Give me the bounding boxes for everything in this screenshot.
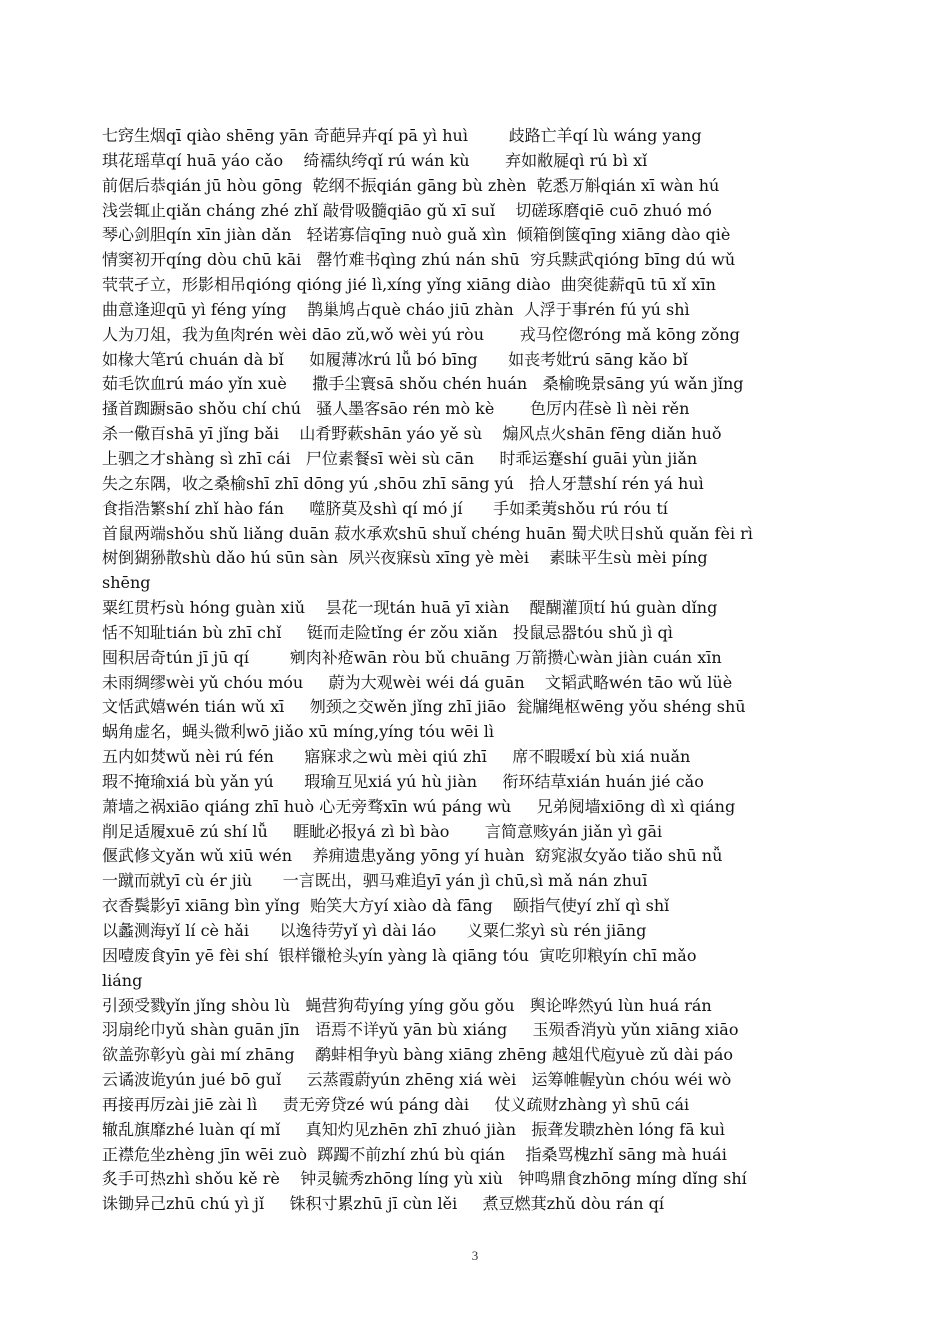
text-line: 浅尝辄止qiǎn cháng zhé zhǐ 敲骨吸髓qiāo gǔ xī suǐ 切磋琢磨qiē cuō zhuó mó — [102, 200, 712, 220]
text-line: 瑕不掩瑜xiá bù yǎn yú 瑕瑜互见xiá yú hù jiàn 衔环结草xián huán jié cǎo — [102, 771, 704, 791]
text-line: 粟红贯朽sù hóng guàn xiǔ 昙花一现tán huā yī xiàn 醍醐灌顶tí hú guàn dǐng — [102, 598, 718, 618]
text-line: 以蠡测海yǐ lí cè hǎi 以逸待劳yǐ yì dài láo 义粟仁浆yì sù rén jiāng — [102, 921, 647, 940]
text-line: 七窍生烟qī qiào shēng yān 奇葩异卉qí pā yì huì 歧路亡羊qí lù wáng yang — [102, 126, 702, 145]
text-line: 人为刀俎，我为鱼肉rén wèi dāo zǔ,wǒ wèi yú ròu 戎马倥偬róng mǎ kōng zǒng — [102, 324, 740, 344]
text-line: 五内如焚wǔ nèi rú fén 寤寐求之wù mèi qiú zhī 席不暇暖xí bù xiá nuǎn — [102, 747, 691, 767]
text-line: 炙手可热zhì shǒu kě rè 钟灵毓秀zhōng líng yù xiù 钟鸣鼎食zhōng míng dǐng shí — [102, 1169, 747, 1189]
text-line: 杀一儆百shā yī jǐng bǎi 山肴野蔌shān yáo yě sù 煽风点火shān fēng diǎn huǒ — [102, 424, 722, 444]
text-line: 上驷之才shàng sì zhī cái 尸位素餐sī wèi sù cān 时乖运蹇shí guāi yùn jiǎn — [102, 448, 698, 468]
text-line: 失之东隅，收之桑榆shī zhī dōng yú ,shōu zhī sāng yú 拾人牙慧shí rén yá huì — [102, 473, 704, 493]
text-line: 琴心剑胆qín xīn jiàn dǎn 轻诺寡信qīng nuò guǎ xìn 倾箱倒箧qīng xiāng dào qiè — [102, 225, 731, 245]
text-line: 树倒猢狲散shù dǎo hú sūn sàn 夙兴夜寐sù xīng yè mèi 素昧平生sù mèi píng — [102, 548, 708, 568]
text-line: 情窦初开qíng dòu chū kāi 罄竹难书qìng zhú nán shū 穷兵黩武qióng bīng dú wǔ — [102, 250, 736, 270]
text-line: 萧墙之祸xiāo qiáng zhī huò 心无旁骛xīn wú páng wù 兄弟阋墙xiōng dì xì qiáng — [102, 796, 736, 816]
text-line: 蜗角虚名，蝇头微利wō jiǎo xū míng,yíng tóu wēi lì — [102, 722, 494, 742]
text-line: shēng — [102, 573, 151, 593]
idiom-pinyin-list — [102, 124, 882, 1217]
text-line: 文恬武嬉wén tián wǔ xī 刎颈之交wěn jǐng zhī jiāo 瓮牖绳枢wēng yǒu shéng shū — [102, 697, 746, 717]
text-line: 引颈受戮yǐn jǐng shòu lù 蝇营狗苟yíng yíng gǒu gǒu 舆论哗然yú lùn huá rán — [102, 995, 712, 1015]
text-line: 羽扇纶巾yǔ shàn guān jīn 语焉不详yǔ yān bù xiáng 玉殒香消yù yǔn xiāng xiāo — [102, 1020, 739, 1040]
text-line: 曲意逢迎qū yì féng yíng 鹊巢鸠占què cháo jiū zhàn 人浮于事rén fú yú shì — [102, 299, 690, 319]
text-line: 茕茕孑立，形影相吊qióng qióng jié lì,xíng yǐng xiāng diào 曲突徙薪qū tū xǐ xīn — [102, 275, 716, 295]
text-line: 搔首踟蹰sāo shǒu chí chú 骚人墨客sāo rén mò kè 色厉内荏sè lì nèi rěn — [102, 399, 690, 419]
text-line: 因噎废食yīn yē fèi shí 银样镴枪头yín yàng là qiāng tóu 寅吃卯粮yín chī mǎo — [102, 945, 697, 965]
text-line: 琪花瑶草qí huā yáo cǎo 绮襦纨绔qǐ rú wán kù 弃如敝屣qì rú bì xǐ — [102, 150, 648, 170]
text-line: 诛锄异己zhū chú yì jǐ 铢积寸累zhū jī cùn lěi 煮豆燃萁zhǔ dòu rán qí — [102, 1194, 664, 1214]
text-line: 欲盖弥彰yù gài mí zhāng 鹬蚌相争yù bàng xiāng zhēng 越俎代庖yuè zǔ dài páo — [102, 1045, 734, 1065]
text-line: 茹毛饮血rú máo yǐn xuè 撒手尘寰sā shǒu chén huán 桑榆晚景sāng yú wǎn jǐng — [102, 374, 744, 394]
text-line: 偃武修文yǎn wǔ xiū wén 养痈遗患yǎng yōng yí huàn 窈窕淑女yǎo tiǎo shū nǚ — [102, 846, 723, 866]
text-line: 削足适履xuē zú shí lǚ 睚眦必报yá zì bì bào 言简意赅yán jiǎn yì gāi — [102, 821, 663, 841]
text-line: 正襟危坐zhèng jīn wēi zuò 踯躅不前zhí zhú bù qián 指桑骂槐zhǐ sāng mà huái — [102, 1144, 727, 1164]
text-line: 囤积居奇tún jī jū qí 剜肉补疮wān ròu bǔ chuāng 万箭攒心wàn jiàn cuán xīn — [102, 647, 722, 667]
text-line: 辙乱旗靡zhé luàn qí mǐ 真知灼见zhēn zhī zhuó jiàn 振聋发聩zhèn lóng fā kuì — [102, 1119, 725, 1139]
page-number: 3 — [471, 1248, 479, 1263]
text-line: liáng — [102, 970, 143, 990]
text-line: 未雨绸缪wèi yǔ chóu móu 蔚为大观wèi wéi dá guān 文韬武略wén tāo wǔ lüè — [102, 672, 733, 692]
text-line: 一蹴而就yī cù ér jiù 一言既出，驷马难追yī yán jì chū,sì mǎ nán zhuī — [102, 871, 648, 891]
text-line: 如椽大笔rú chuán dà bǐ 如履薄冰rú lǚ bó bīng 如丧考妣rú sāng kǎo bǐ — [102, 349, 688, 369]
text-line: 恬不知耻tián bù zhī chǐ 铤而走险tǐng ér zǒu xiǎn 投鼠忌器tóu shǔ jì qì — [102, 622, 673, 642]
text-line: 衣香鬓影yī xiāng bìn yǐng 贻笑大方yí xiào dà fāng 颐指气使yí zhǐ qì shǐ — [102, 896, 670, 916]
text-line: 首鼠两端shǒu shǔ liǎng duān 菽水承欢shū shuǐ chéng huān 蜀犬吠日shǔ quǎn fèi rì — [102, 523, 753, 543]
text-line: 云谲波诡yún jué bō guǐ 云蒸霞蔚yún zhēng xiá wèi 运筹帷幄yùn chóu wéi wò — [102, 1070, 732, 1090]
text-line: 再接再厉zài jiē zài lì 责无旁贷zé wú páng dài 仗义疏财zhàng yì shū cái — [102, 1094, 690, 1114]
text-line: 食指浩繁shí zhǐ hào fán 噬脐莫及shì qí mó jí 手如柔荑shǒu rú róu tí — [102, 498, 668, 518]
text-line: 前倨后恭qián jū hòu gōng 乾纲不振qián gāng bù zhèn 乾悉万斛qián xī wàn hú — [102, 175, 720, 195]
